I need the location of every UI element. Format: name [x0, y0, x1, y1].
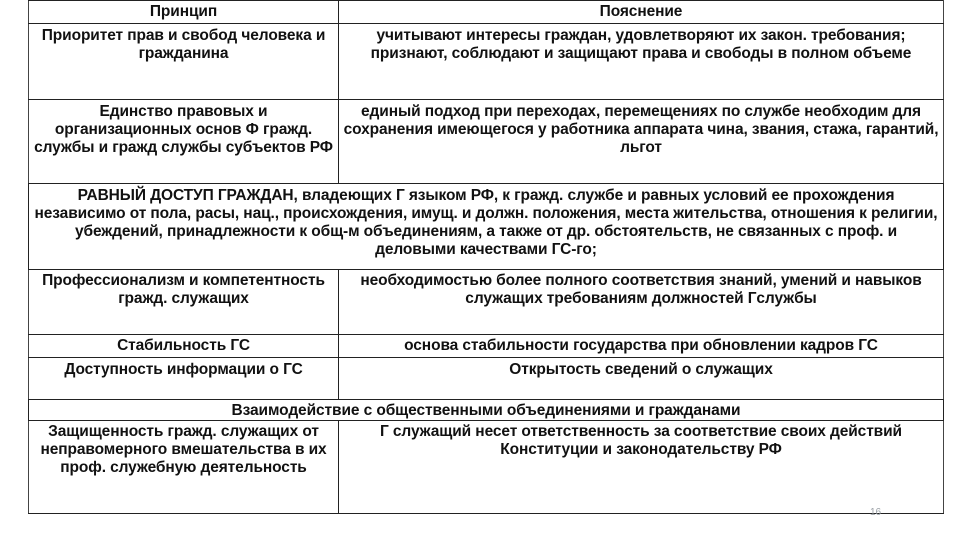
principle-cell: Единство правовых и организационных основ Ф гражд. службы и гражд службы субъектов РФ — [29, 100, 339, 184]
explanation-cell: единый подход при переходах, перемещениях по службе необходим для сохранения имеющегося у работника аппарата чина, звания, стажа, гарантий, льгот — [339, 100, 944, 184]
principles-table — [28, 0, 944, 514]
principle-cell: Доступность информации о ГС — [29, 358, 339, 400]
explanation-cell: Г служащий несет ответственность за соответствие своих действий Конституции и законодательству РФ — [339, 421, 944, 514]
merged-cell-equal-access: РАВНЫЙ ДОСТУП ГРАЖДАН, владеющих Г языком РФ, к гражд. службе и равных условий ее прохождения независимо от пола, расы, нац., происхождения, имущ. и должн. положения, места жительства, отношения к религии, убеждений, принадлежности к общ-м объединениям, а также от др. обстоятельств, не связанных с проф. и деловыми качествами ГС-го; — [29, 184, 944, 270]
principle-cell: Профессионализм и компетентность гражд. служащих — [29, 270, 339, 335]
explanation-cell: Открытость сведений о служащих — [339, 358, 944, 400]
table-row — [29, 358, 944, 400]
table-header-row — [29, 1, 944, 24]
principle-cell: Защищенность гражд. служащих от неправомерного вмешательства в их проф. служебную деятельность — [29, 421, 339, 514]
table-row — [29, 335, 944, 358]
column-header-principle: Принцип — [29, 1, 339, 24]
table-row — [29, 100, 944, 184]
principle-cell: Стабильность ГС — [29, 335, 339, 358]
table-row — [29, 184, 944, 270]
column-header-explanation: Пояснение — [339, 1, 944, 24]
explanation-cell: учитывают интересы граждан, удовлетворяют их закон. требования; признают, соблюдают и защищают права и свободы в полном объеме — [339, 24, 944, 100]
explanation-cell: необходимостью более полного соответствия знаний, умений и навыков служащих требованиям должностей Гслужбы — [339, 270, 944, 335]
principle-cell: Приоритет прав и свобод человека и гражданина — [29, 24, 339, 100]
table-row — [29, 400, 944, 421]
merged-cell-interaction: Взаимодействие с общественными объединениями и гражданами — [29, 400, 944, 421]
table-row — [29, 270, 944, 335]
explanation-cell: основа стабильности государства при обновлении кадров ГС — [339, 335, 944, 358]
page-number: 16 — [870, 507, 882, 518]
table-row — [29, 24, 944, 100]
table-row — [29, 421, 944, 514]
